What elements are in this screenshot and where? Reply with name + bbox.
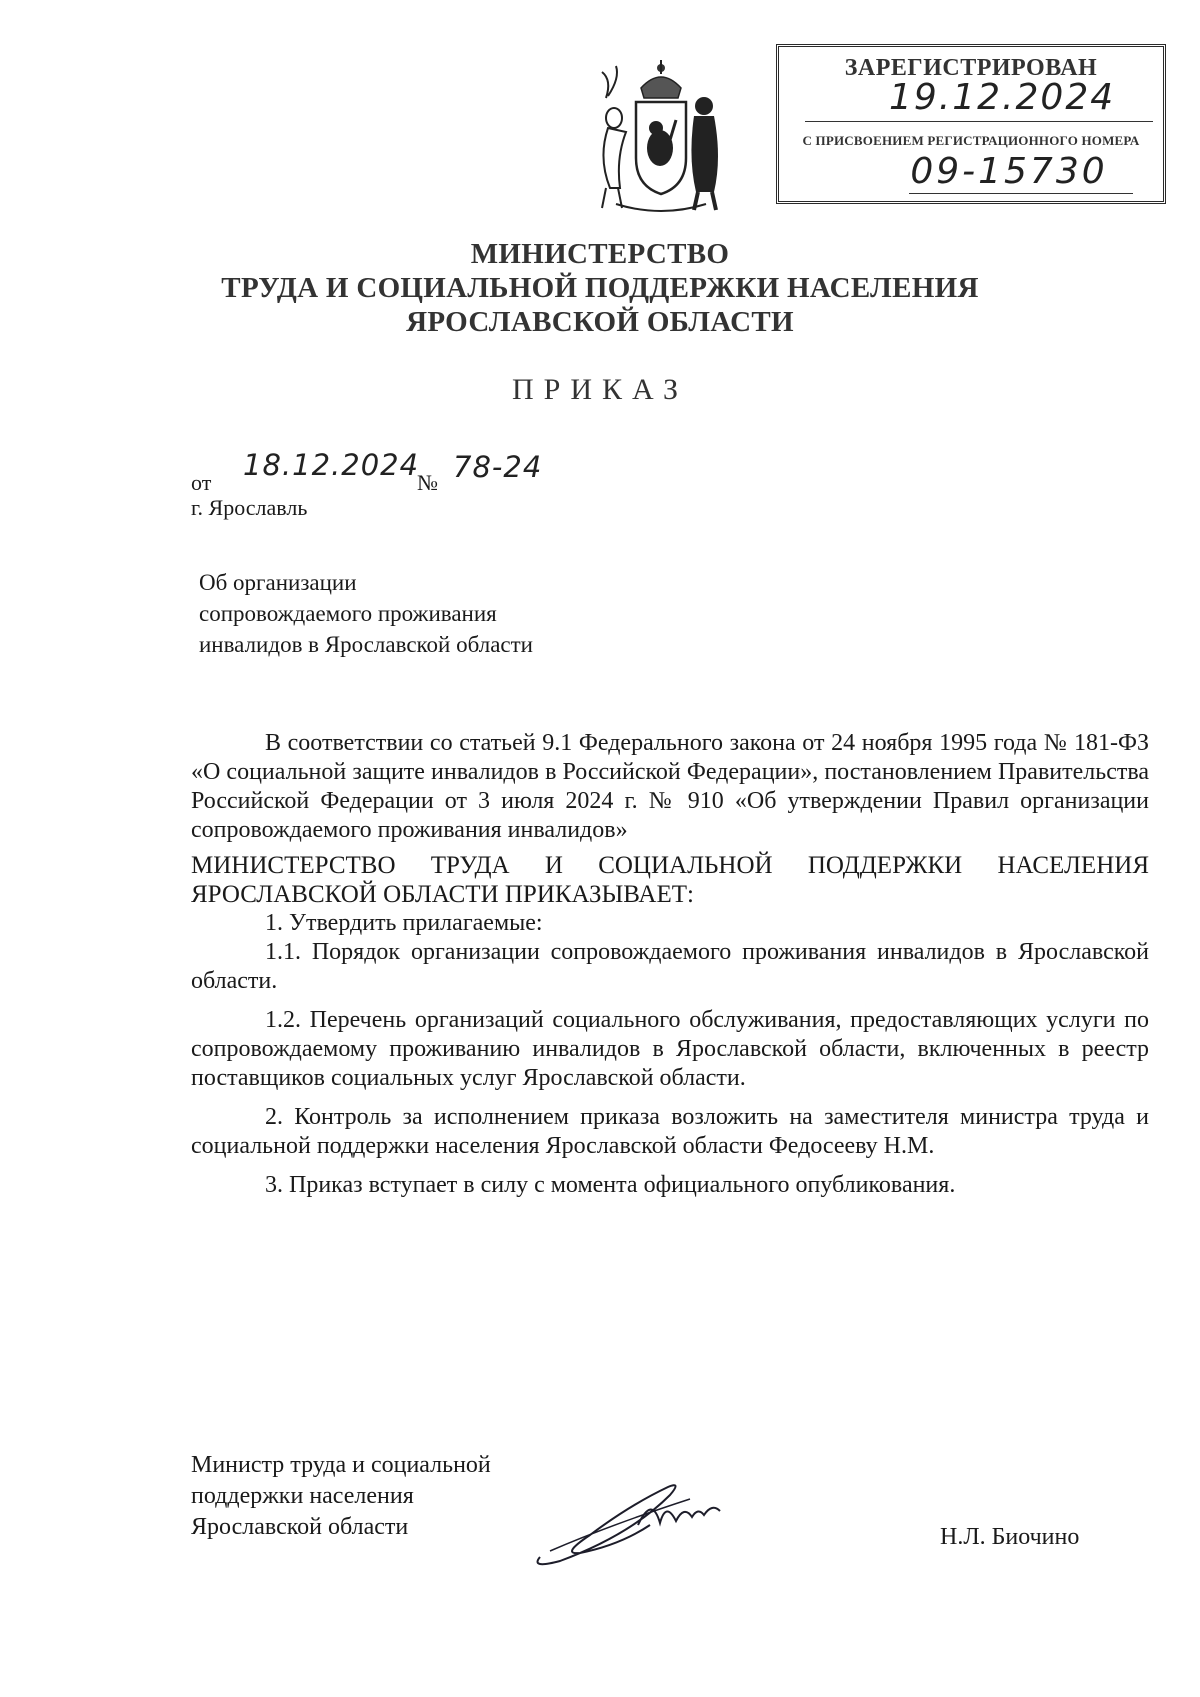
clause-1: 1. Утвердить прилагаемые: xyxy=(265,910,543,936)
orders-statement: МИНИСТЕРСТВО ТРУДА И СОЦИАЛЬНОЙ ПОДДЕРЖКИ НАСЕЛЕНИЯ ЯРОСЛАВСКОЙ ОБЛАСТИ ПРИКАЗЫВАЕТ: xyxy=(191,852,1149,908)
stamp-date: 19.12.2024 xyxy=(889,77,1116,118)
yaroslavl-coat-of-arms-icon xyxy=(586,58,736,216)
stamp-registration-number: 09-15730 xyxy=(910,151,1108,192)
clause-2: 2. Контроль за исполнением приказа возложить на заместителя министра труда и социальной поддержки населения Ярославской области Федосееву Н.М. xyxy=(191,1104,1149,1159)
signer-position-line: Министр труда и социальной xyxy=(191,1452,491,1478)
city-label: г. Ярославль xyxy=(191,495,308,520)
clause-1-1: 1.1. Порядок организации сопровождаемого проживания инвалидов в Ярославской области. xyxy=(191,939,1149,994)
signer-position-line: Ярославской области xyxy=(191,1514,409,1540)
order-subject xyxy=(199,567,533,660)
signer-position xyxy=(191,1450,491,1543)
registration-stamp xyxy=(776,44,1166,204)
signer-position-line: поддержки населения xyxy=(191,1483,414,1509)
order-number: 78-24 xyxy=(453,450,543,484)
subject-line: инвалидов в Ярославской области xyxy=(199,632,533,657)
order-date: 18.12.2024 xyxy=(243,448,420,482)
subject-line: сопровождаемого проживания xyxy=(199,601,497,626)
clause-3: 3. Приказ вступает в силу с момента официального опубликования. xyxy=(265,1172,956,1198)
stamp-underline xyxy=(909,193,1133,194)
stamp-divider xyxy=(805,121,1153,122)
ministry-name-line-3: ЯРОСЛАВСКОЙ ОБЛАСТИ xyxy=(406,306,794,338)
handwritten-signature xyxy=(520,1465,750,1575)
document-type-title: ПРИКАЗ xyxy=(512,373,688,406)
number-label: № xyxy=(417,470,438,495)
stamp-subtitle: С ПРИСВОЕНИЕМ РЕГИСТРАЦИОННОГО НОМЕРА xyxy=(802,133,1140,148)
signer-name: Н.Л. Биочино xyxy=(940,1524,1080,1550)
date-from-label: от xyxy=(191,470,212,495)
order-date-number-line xyxy=(191,448,691,495)
preamble-paragraph: В соответствии со статьей 9.1 Федерального закона от 24 ноября 1995 года № 181-ФЗ «О социальной защите инвалидов в Российской Федерации», постановлением Правительства Российской Федерации от 3 июля 2024 г. № 910 «Об утверждении Правил организации сопровождаемого проживания инвалидов» xyxy=(191,730,1149,843)
ministry-name-line-2: ТРУДА И СОЦИАЛЬНОЙ ПОДДЕРЖКИ НАСЕЛЕНИЯ xyxy=(221,272,979,304)
order-body xyxy=(191,729,1149,1200)
ministry-name-line-1: МИНИСТЕРСТВО xyxy=(470,238,730,270)
subject-line: Об организации xyxy=(199,570,357,595)
clause-1-2: 1.2. Перечень организаций социального обслуживания, предоставляющих услуги по сопровождаемому проживанию инвалидов в Ярославской области, включенных в реестр поставщиков социальных услуг Ярославской области. xyxy=(191,1007,1149,1091)
stamp-title: ЗАРЕГИСТРИРОВАН xyxy=(844,55,1098,81)
